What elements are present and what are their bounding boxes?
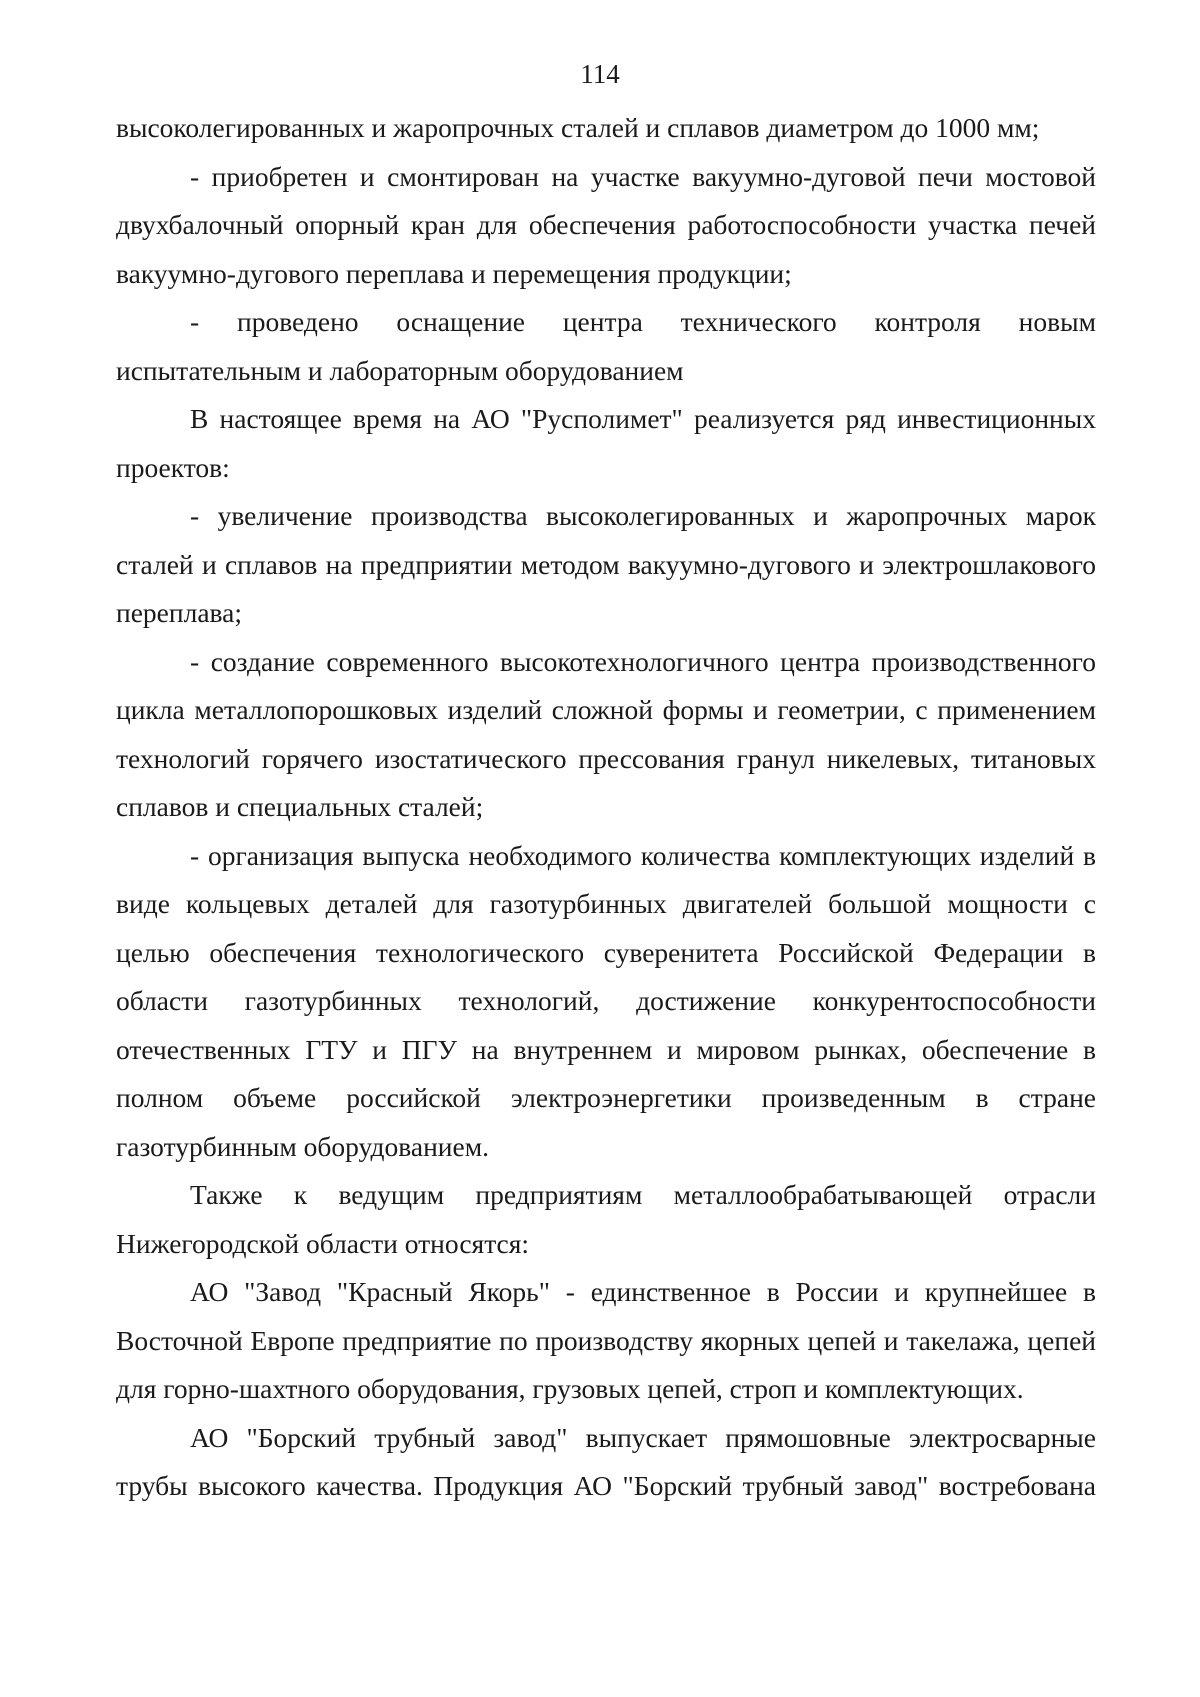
paragraph: Также к ведущим предприятиям металлообрабатывающей отрасли Нижегородской области относятся:	[116, 1179, 1096, 1259]
page-number: 114	[580, 59, 620, 89]
paragraph: высоколегированных и жаропрочных сталей и сплавов диаметром до 1000 мм;	[116, 112, 1040, 143]
paragraph: - проведено оснащение центра технического контроля новым испытательным и лабораторным оборудованием	[116, 306, 1096, 386]
paragraph: В настоящее время на АО "Русполимет" реализуется ряд инвестиционных проектов:	[116, 403, 1096, 483]
paragraph: - организация выпуска необходимого количества комплектующих изделий в виде кольцевых деталей для газотурбинных двигателей большой мощности с целью обеспечения технологического суверенитета Российской Федерации в области газотурбинных технологий, достижение конкурентоспособности отечественных ГТУ и ПГУ на внутреннем и мировом рынках, обеспечение в полном объеме российской электроэнергетики произведенным в стране газотурбинным оборудованием.	[116, 839, 1096, 1162]
paragraph: - увеличение производства высоколегированных и жаропрочных марок сталей и сплавов на предприятии методом вакуумно-дугового и электрошлакового переплава;	[116, 500, 1096, 628]
paragraph: - создание современного высокотехнологичного центра производственного цикла металлопорошковых изделий сложной формы и геометрии, с применением технологий горячего изостатического прессования гранул никелевых, титановых сплавов и специальных сталей;	[116, 645, 1096, 822]
paragraph: АО "Борский трубный завод" выпускает прямошовные электросварные трубы высокого качества. Продукция АО "Борский трубный завод" востребована	[116, 1421, 1096, 1501]
paragraph: - приобретен и смонтирован на участке вакуумно-дуговой печи мостовой двухбалочный опорный кран для обеспечения работоспособности участка печей вакуумно-дугового переплава и перемещения продукции;	[116, 160, 1096, 289]
paragraph: АО "Завод "Красный Якорь" - единственное в России и крупнейшее в Восточной Европе предприятие по производству якорных цепей и такелажа, цепей для горно-шахтного оборудования, грузовых цепей, строп и комплектующих.	[116, 1276, 1096, 1404]
document-body	[116, 104, 1096, 1511]
